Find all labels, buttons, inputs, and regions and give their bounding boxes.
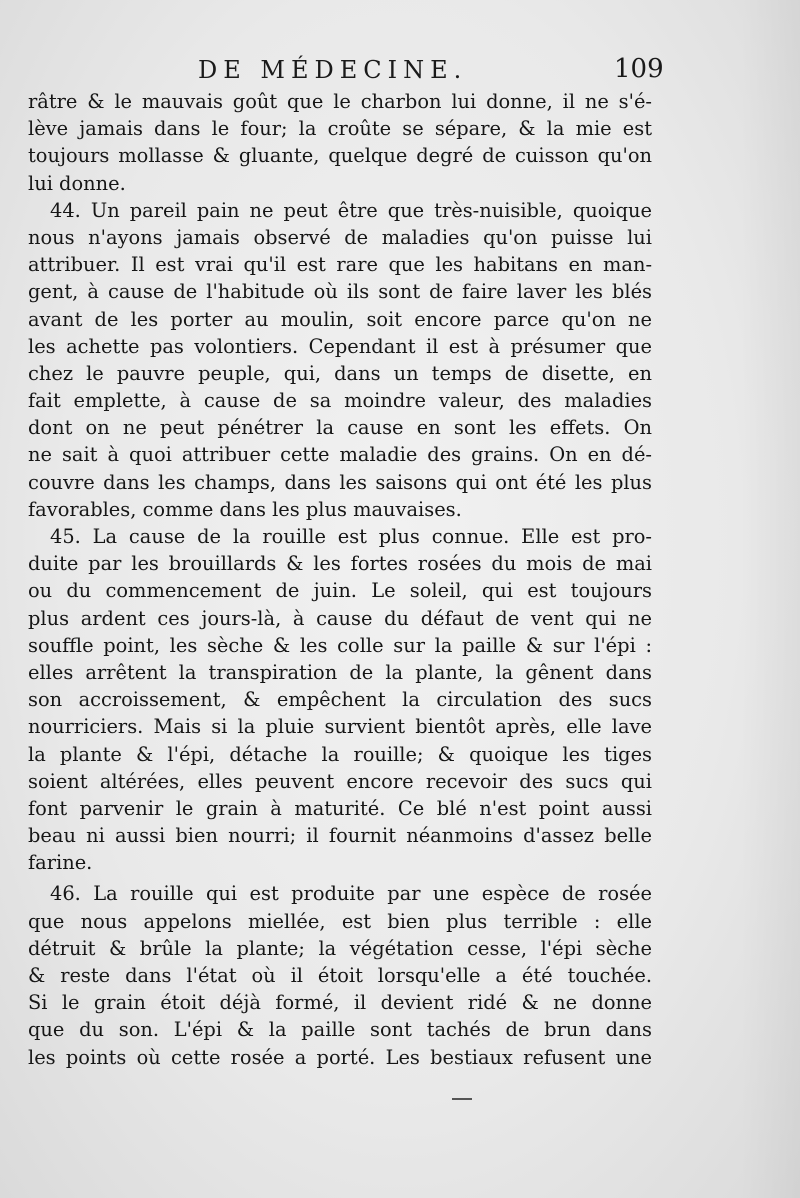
page-header: [0, 50, 800, 90]
page-number: 109: [614, 54, 664, 84]
text-line: duite par les brouillards & les fortes rosées du mois de mai: [28, 552, 652, 576]
text-line: elles arrêtent la transpiration de la plante, la gênent dans: [28, 660, 652, 684]
text-line: avant de les porter au moulin, soit encore parce qu'on ne: [28, 307, 652, 331]
text-line: la plante & l'épi, détache la rouille; & quoique les tiges: [28, 742, 652, 766]
text-line: les achette pas volontiers. Cependant il est à présumer que: [28, 334, 652, 358]
paragraph-44-start: 44. Un pareil pain ne peut être que très-nuisible, quoique: [50, 198, 652, 222]
text-line: ne sait à quoi attribuer cette maladie des grains. On en dé-: [28, 443, 652, 467]
text-line: ou du commencement de juin. Le soleil, qui est toujours: [28, 579, 652, 603]
text-line: dont on ne peut pénétrer la cause en sont les effets. On: [28, 416, 652, 440]
text-line: fait emplette, à cause de sa moindre valeur, des maladies: [28, 389, 652, 413]
text-line: son accroissement, & empêchent la circulation des sucs: [28, 688, 652, 712]
text-line: attribuer. Il est vrai qu'il est rare que les habitans en man-: [28, 253, 652, 277]
text-line: nous n'ayons jamais observé de maladies qu'on puisse lui: [28, 225, 652, 249]
text-line: nourriciers. Mais si la pluie survient bientôt après, elle lave: [28, 715, 652, 739]
text-line: beau ni aussi bien nourri; il fournit néanmoins d'assez belle: [28, 824, 652, 848]
text-line: les points où cette rosée a porté. Les bestiaux refusent une: [28, 1045, 652, 1069]
text-line: favorables, comme dans les plus mauvaises.: [28, 497, 462, 521]
paragraph-45-start: 45. La cause de la rouille est plus connue. Elle est pro-: [50, 525, 652, 548]
text-line: souffle point, les sèche & les colle sur la paille & sur l'épi :: [28, 633, 652, 657]
text-line: Si le grain étoit déjà formé, il devient ridé & ne donne: [28, 991, 652, 1015]
text-line: chez le pauvre peuple, qui, dans un temps de disette, en: [28, 361, 652, 385]
text-line: lui donne.: [28, 171, 126, 195]
text-line: farine.: [28, 851, 93, 875]
text-line: râtre & le mauvais goût que le charbon lui donne, il ne s'é-: [28, 90, 652, 113]
text-line: détruit & brûle la plante; la végétation cesse, l'épi sèche: [28, 936, 652, 960]
text-line: soient altérées, elles peuvent encore recevoir des sucs qui: [28, 769, 652, 793]
paragraph-46-start: 46. La rouille qui est produite par une espèce de rosée: [50, 882, 652, 906]
text-line: & reste dans l'état où il étoit lorsqu'elle a été touchée.: [28, 964, 652, 987]
text-line: plus ardent ces jours-là, à cause du défaut de vent qui ne: [28, 606, 652, 630]
footer-dash: [452, 1098, 472, 1100]
text-line: lève jamais dans le four; la croûte se sépare, & la mie est: [28, 117, 652, 141]
running-title: DE MÉDECINE.: [198, 56, 468, 84]
text-line: font parvenir le grain à maturité. Ce blé n'est point aussi: [28, 796, 652, 820]
text-line: que nous appelons miellée, est bien plus terrible : elle: [28, 909, 652, 933]
text-line: toujours mollasse & gluante, quelque degré de cuisson qu'on: [28, 144, 652, 168]
page-edge-shadow: [740, 0, 800, 1198]
text-line: couvre dans les champs, dans les saisons qui ont été les plus: [28, 470, 652, 494]
body-text: [28, 88, 652, 1071]
text-line: que du son. L'épi & la paille sont tachés de brun dans: [28, 1018, 652, 1042]
text-line: gent, à cause de l'habitude où ils sont de faire laver les blés: [28, 280, 652, 304]
